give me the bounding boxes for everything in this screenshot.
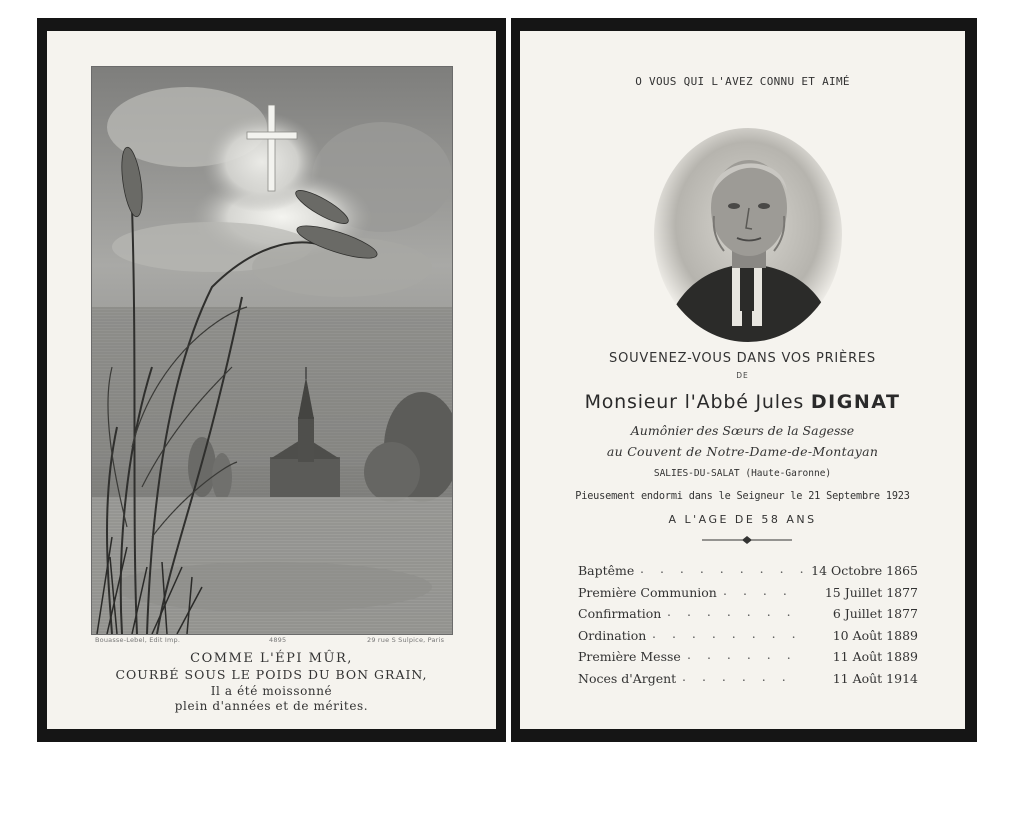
sacrament-date: 15 Juillet 1877 <box>824 584 918 600</box>
name-prefix: Monsieur l'Abbé Jules <box>584 391 805 413</box>
wheat-church-engraving <box>91 66 453 635</box>
sacrament-row <box>578 582 918 607</box>
sacrament-row <box>578 668 918 693</box>
publisher-address: 29 rue S Sulpice, Paris <box>367 636 445 644</box>
sacrament-name: Noces d'Argent <box>578 670 677 686</box>
age-statement: A L'AGE DE 58 ANS <box>668 513 817 526</box>
sacrament-row <box>578 625 918 650</box>
remember-heading: SOUVENEZ-VOUS DANS VOS PRIÈRES <box>609 351 876 366</box>
sacrament-name: Première Messe <box>578 649 681 664</box>
sacrament-name: Première Communion <box>578 584 717 600</box>
sacrament-name: Confirmation <box>578 606 662 621</box>
sacrament-date: 11 Août 1914 <box>832 670 918 686</box>
sacrament-date: 11 Août 1889 <box>832 649 918 664</box>
sacrament-date: 10 Août 1889 <box>832 627 918 643</box>
sacrament-name: Baptême <box>578 563 635 578</box>
plate-number: 4895 <box>269 636 287 644</box>
sacrament-name: Ordination <box>578 627 647 643</box>
death-statement: Pieusement endormi dans le Seigneur le 21 Septembre 1923 <box>575 489 910 502</box>
sacrament-row <box>578 606 918 628</box>
leader-dots: . . . . . . <box>682 668 792 684</box>
ornamental-divider <box>702 534 792 546</box>
verse-line: COMME L'ÉPI MÛR, <box>190 651 353 666</box>
location: SALIES-DU-SALAT (Haute-Garonne) <box>653 468 832 479</box>
left-card-border <box>37 18 506 742</box>
priest-portrait <box>652 126 844 344</box>
role-line: au Couvent de Notre-Dame-de-Montayan <box>606 444 879 459</box>
right-card <box>520 31 965 729</box>
sacrament-date: 6 Juillet 1877 <box>832 606 918 621</box>
verse-line: COURBÉ SOUS LE POIDS DU BON GRAIN, <box>115 667 428 682</box>
role-line: Aumônier des Sœurs de la Sagesse <box>630 423 855 438</box>
right-card-border <box>511 18 977 742</box>
deceased-name <box>520 391 965 413</box>
leader-dots: . . . . . . <box>687 647 797 662</box>
sacrament-row <box>578 563 918 585</box>
surname: DIGNAT <box>810 391 901 413</box>
leader-dots: . . . . . . . . <box>652 625 802 641</box>
verse-line: plein d'années et de mérites. <box>174 699 369 713</box>
publisher-credit: Bouasse-Lebel, Edit Imp. <box>95 636 181 644</box>
sacrament-row <box>578 649 918 671</box>
verse-line: Il a été moissonné <box>210 684 333 698</box>
de-word: DE <box>736 371 749 380</box>
leader-dots: . . . . <box>723 582 793 598</box>
sacrament-list <box>578 563 918 692</box>
leader-dots: . . . . . . . . . <box>640 561 810 576</box>
portrait-photo <box>652 126 844 344</box>
left-card <box>47 31 496 729</box>
sacrament-date: 14 Octobre 1865 <box>811 563 918 578</box>
leader-dots: . . . . . . . <box>667 604 797 619</box>
engraving-illustration <box>92 67 452 634</box>
dedication-header: O VOUS QUI L'AVEZ CONNU ET AIMÉ <box>635 75 850 88</box>
